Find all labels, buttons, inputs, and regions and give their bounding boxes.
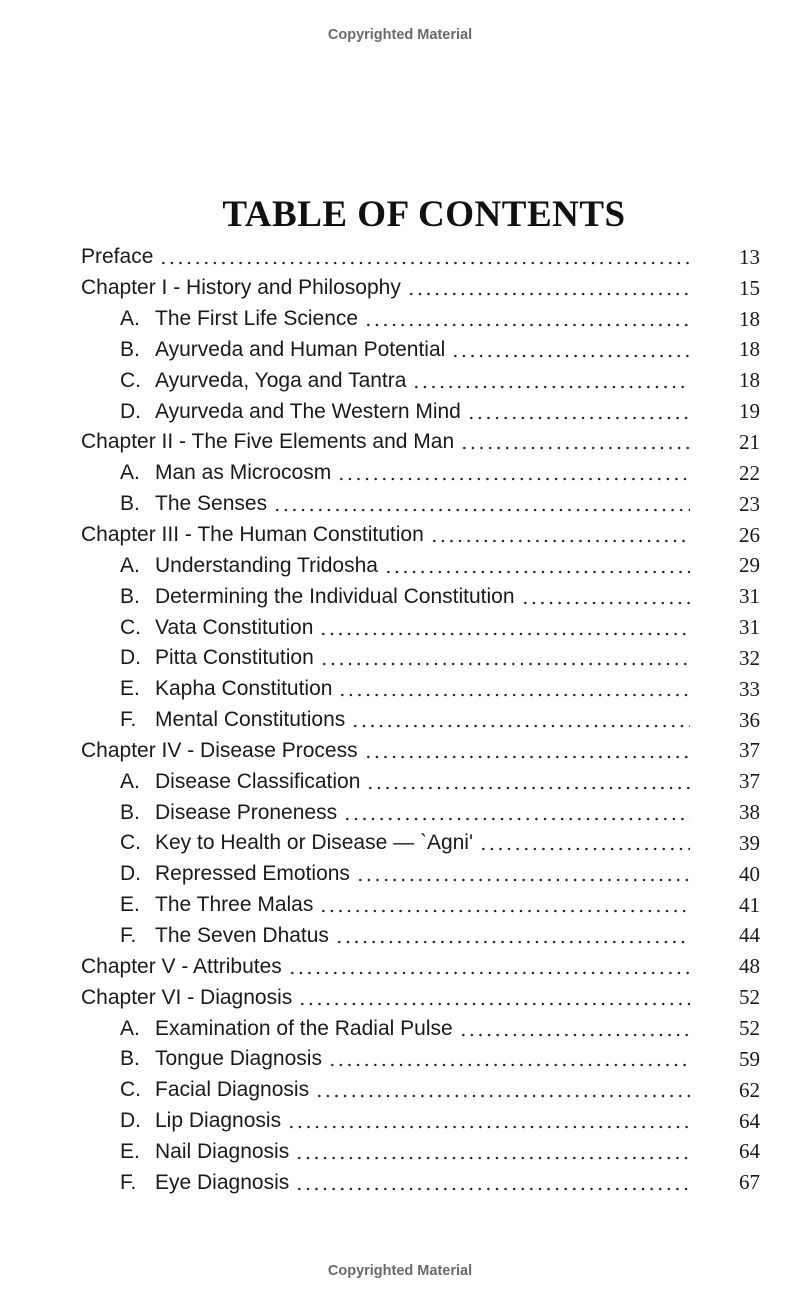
toc-entry-heading (120, 1047, 322, 1071)
toc-page-number: 13 (739, 244, 760, 269)
toc-section-entry (0, 1167, 800, 1198)
toc-section-entry (0, 921, 800, 952)
dot-leader (338, 693, 690, 697)
toc-page-number: 29 (739, 553, 760, 578)
toc-entry-title: Disease Classification (155, 769, 361, 793)
dot-leader (288, 971, 690, 975)
dot-leader (298, 1002, 690, 1006)
toc-section-letter: F. (120, 1170, 137, 1194)
toc-page-number: 52 (739, 1016, 760, 1041)
toc-page-number: 64 (739, 1108, 760, 1133)
toc-section-entry (0, 797, 800, 828)
toc-entry-heading (120, 554, 378, 578)
dot-leader (287, 1125, 690, 1129)
toc-section-letter: B. (120, 1047, 140, 1071)
toc-entry-heading (120, 862, 350, 886)
toc-entry-heading (120, 801, 337, 825)
toc-page-number: 18 (739, 306, 760, 331)
copyright-watermark-top: Copyrighted Material (327, 27, 473, 43)
toc-entry-heading (120, 461, 331, 485)
dot-leader (320, 662, 690, 666)
toc-entry-title: The Three Malas (155, 893, 314, 917)
toc-section-entry (0, 1013, 800, 1044)
dot-leader (343, 817, 690, 821)
toc-entry-heading (120, 369, 406, 393)
dot-leader (460, 446, 690, 450)
toc-page-number: 31 (739, 615, 760, 640)
toc-page-number: 31 (739, 584, 760, 609)
toc-section-entry (0, 674, 800, 705)
toc-page-number: 38 (739, 800, 760, 825)
toc-section-entry (0, 458, 800, 489)
toc-chapter-entry (0, 273, 800, 304)
toc-section-letter: E. (120, 893, 140, 917)
toc-section-letter: D. (120, 399, 141, 423)
toc-page-number: 37 (739, 738, 760, 763)
toc-section-entry (0, 828, 800, 859)
toc-page-number: 23 (739, 491, 760, 516)
toc-entry-title: Vata Constitution (155, 615, 314, 639)
toc-page-number: 59 (739, 1046, 760, 1071)
dot-leader (407, 292, 690, 296)
toc-entry-title: Kapha Constitution (155, 677, 333, 701)
toc-page-number: 18 (739, 337, 760, 362)
dot-leader (467, 416, 690, 420)
toc-entry-heading (120, 831, 473, 855)
toc-entry-heading (120, 492, 267, 516)
toc-section-letter: B. (120, 337, 140, 361)
toc-section-entry (0, 335, 800, 366)
dot-leader (315, 1094, 690, 1098)
toc-entry-heading (81, 430, 454, 454)
toc-entry-title: Key to Health or Disease — `Agni' (155, 831, 473, 855)
toc-entry-title: Ayurveda and The Western Mind (155, 399, 461, 423)
toc-page-number: 18 (739, 368, 760, 393)
toc-section-entry (0, 396, 800, 427)
toc-entry-heading (120, 585, 515, 609)
toc-entry-heading (120, 1109, 281, 1133)
toc-entry-heading (120, 893, 313, 917)
toc-section-letter: B. (120, 492, 140, 516)
toc-entry-heading (81, 955, 282, 979)
dot-leader (273, 508, 690, 512)
toc-entry-heading (81, 523, 424, 547)
toc-section-letter: B. (120, 800, 140, 824)
dot-leader (159, 261, 690, 265)
toc-entry-heading (120, 924, 329, 948)
toc-page-number: 41 (739, 892, 760, 917)
dot-leader (521, 601, 690, 605)
toc-page-number: 62 (739, 1077, 760, 1102)
toc-entry-heading (81, 276, 401, 300)
toc-entry-title: Chapter II - The Five Elements and Man (81, 430, 455, 454)
toc-entry-heading (120, 1017, 453, 1041)
toc-section-letter: F. (120, 923, 137, 947)
toc-page-number: 67 (739, 1170, 760, 1195)
dot-leader (328, 1063, 690, 1067)
toc-section-letter: C. (120, 1078, 141, 1102)
toc-section-letter: E. (120, 1139, 140, 1163)
toc-entry-heading (120, 307, 358, 331)
toc-entry-title: Pitta Constitution (155, 646, 314, 670)
toc-section-entry (0, 1075, 800, 1106)
toc-section-letter: C. (120, 831, 141, 855)
dot-leader (364, 323, 690, 327)
toc-entry-heading (120, 646, 314, 670)
toc-entry-title: Repressed Emotions (155, 862, 350, 886)
toc-entry-title: Understanding Tridosha (155, 553, 378, 577)
dot-leader (319, 632, 690, 636)
toc-entry-title: The Seven Dhatus (155, 923, 329, 947)
toc-section-letter: F. (120, 708, 137, 732)
toc-section-letter: D. (120, 1109, 141, 1133)
toc-section-letter: B. (120, 584, 140, 608)
toc-page-number: 32 (739, 645, 760, 670)
toc-page-number: 52 (739, 985, 760, 1010)
toc-page-number: 21 (739, 429, 760, 454)
toc-section-letter: E. (120, 677, 140, 701)
toc-entry-heading (120, 616, 313, 640)
dot-leader (479, 847, 690, 851)
toc-entry-heading (81, 739, 358, 763)
toc-entry-title: Nail Diagnosis (155, 1139, 290, 1163)
dot-leader (459, 1033, 690, 1037)
toc-entry-title: Disease Proneness (155, 800, 338, 824)
toc-entry-heading (120, 708, 345, 732)
toc-entry-title: Eye Diagnosis (155, 1170, 290, 1194)
toc-entry-title: Chapter III - The Human Constitution (81, 523, 424, 547)
toc-page-number: 19 (739, 399, 760, 424)
toc-chapter-entry (0, 951, 800, 982)
toc-section-entry (0, 365, 800, 396)
toc-entry-title: Facial Diagnosis (155, 1078, 310, 1102)
toc-chapter-entry (0, 982, 800, 1013)
toc-chapter-entry (0, 242, 800, 273)
toc-page-number: 48 (739, 954, 760, 979)
table-of-contents (0, 242, 800, 1198)
toc-entry-title: Chapter IV - Disease Process (81, 738, 358, 762)
toc-page-number: 44 (739, 923, 760, 948)
toc-page-number: 15 (739, 275, 760, 300)
toc-entry-title: Examination of the Radial Pulse (155, 1016, 453, 1040)
toc-section-letter: A. (120, 769, 140, 793)
toc-entry-heading (120, 338, 445, 362)
toc-page-number: 33 (739, 676, 760, 701)
toc-page-number: 39 (739, 830, 760, 855)
toc-section-entry (0, 890, 800, 921)
dot-leader (356, 878, 690, 882)
toc-entry-heading (120, 400, 461, 424)
toc-entry-heading (81, 245, 153, 269)
toc-page-number: 22 (739, 460, 760, 485)
toc-section-entry (0, 612, 800, 643)
toc-entry-title: Chapter V - Attributes (81, 954, 282, 978)
dot-leader (295, 1156, 690, 1160)
toc-page-number: 40 (739, 861, 760, 886)
toc-entry-title: Ayurveda and Human Potential (155, 337, 446, 361)
toc-chapter-entry (0, 427, 800, 458)
toc-section-entry (0, 705, 800, 736)
toc-section-entry (0, 1136, 800, 1167)
toc-entry-heading (120, 677, 332, 701)
dot-leader (430, 539, 690, 543)
toc-entry-title: Tongue Diagnosis (155, 1047, 322, 1071)
toc-entry-heading (120, 770, 360, 794)
toc-chapter-entry (0, 736, 800, 767)
dot-leader (319, 909, 690, 913)
toc-page-number: 26 (739, 522, 760, 547)
toc-section-letter: A. (120, 461, 140, 485)
toc-section-letter: D. (120, 646, 141, 670)
dot-leader (337, 477, 690, 481)
copyright-watermark-bottom: Copyrighted Material (327, 1263, 473, 1279)
toc-entry-title: The First Life Science (155, 307, 359, 331)
dot-leader (364, 755, 690, 759)
toc-entry-heading (120, 1171, 289, 1195)
toc-section-letter: A. (120, 1016, 140, 1040)
toc-section-entry (0, 643, 800, 674)
toc-entry-title: Mental Constitutions (155, 708, 346, 732)
toc-page-number: 64 (739, 1139, 760, 1164)
toc-section-entry (0, 766, 800, 797)
toc-section-entry (0, 1106, 800, 1137)
toc-page-number: 37 (739, 769, 760, 794)
dot-leader (335, 940, 690, 944)
toc-section-entry (0, 859, 800, 890)
toc-entry-title: Ayurveda, Yoga and Tantra (155, 368, 407, 392)
toc-entry-heading (120, 1140, 289, 1164)
toc-section-entry (0, 304, 800, 335)
toc-entry-title: Preface (81, 245, 154, 269)
dot-leader (351, 724, 690, 728)
toc-section-entry (0, 489, 800, 520)
dot-leader (384, 570, 690, 574)
toc-section-letter: A. (120, 553, 140, 577)
dot-leader (451, 354, 690, 358)
toc-section-letter: A. (120, 307, 140, 331)
dot-leader (412, 385, 690, 389)
dot-leader (295, 1187, 690, 1191)
toc-entry-heading (120, 1078, 309, 1102)
toc-entry-title: Determining the Individual Constitution (155, 584, 515, 608)
toc-section-entry (0, 1044, 800, 1075)
toc-entry-title: The Senses (155, 492, 268, 516)
toc-entry-title: Lip Diagnosis (155, 1109, 282, 1133)
toc-section-letter: C. (120, 368, 141, 392)
toc-chapter-entry (0, 520, 800, 551)
toc-entry-heading (81, 986, 292, 1010)
toc-section-letter: D. (120, 862, 141, 886)
toc-section-entry (0, 581, 800, 612)
toc-entry-title: Man as Microcosm (155, 461, 332, 485)
toc-page-number: 36 (739, 707, 760, 732)
page-title: TABLE OF CONTENTS (222, 193, 626, 235)
toc-entry-title: Chapter VI - Diagnosis (81, 985, 293, 1009)
dot-leader (366, 786, 690, 790)
toc-section-letter: C. (120, 615, 141, 639)
toc-entry-title: Chapter I - History and Philosophy (81, 276, 401, 300)
toc-section-entry (0, 550, 800, 581)
